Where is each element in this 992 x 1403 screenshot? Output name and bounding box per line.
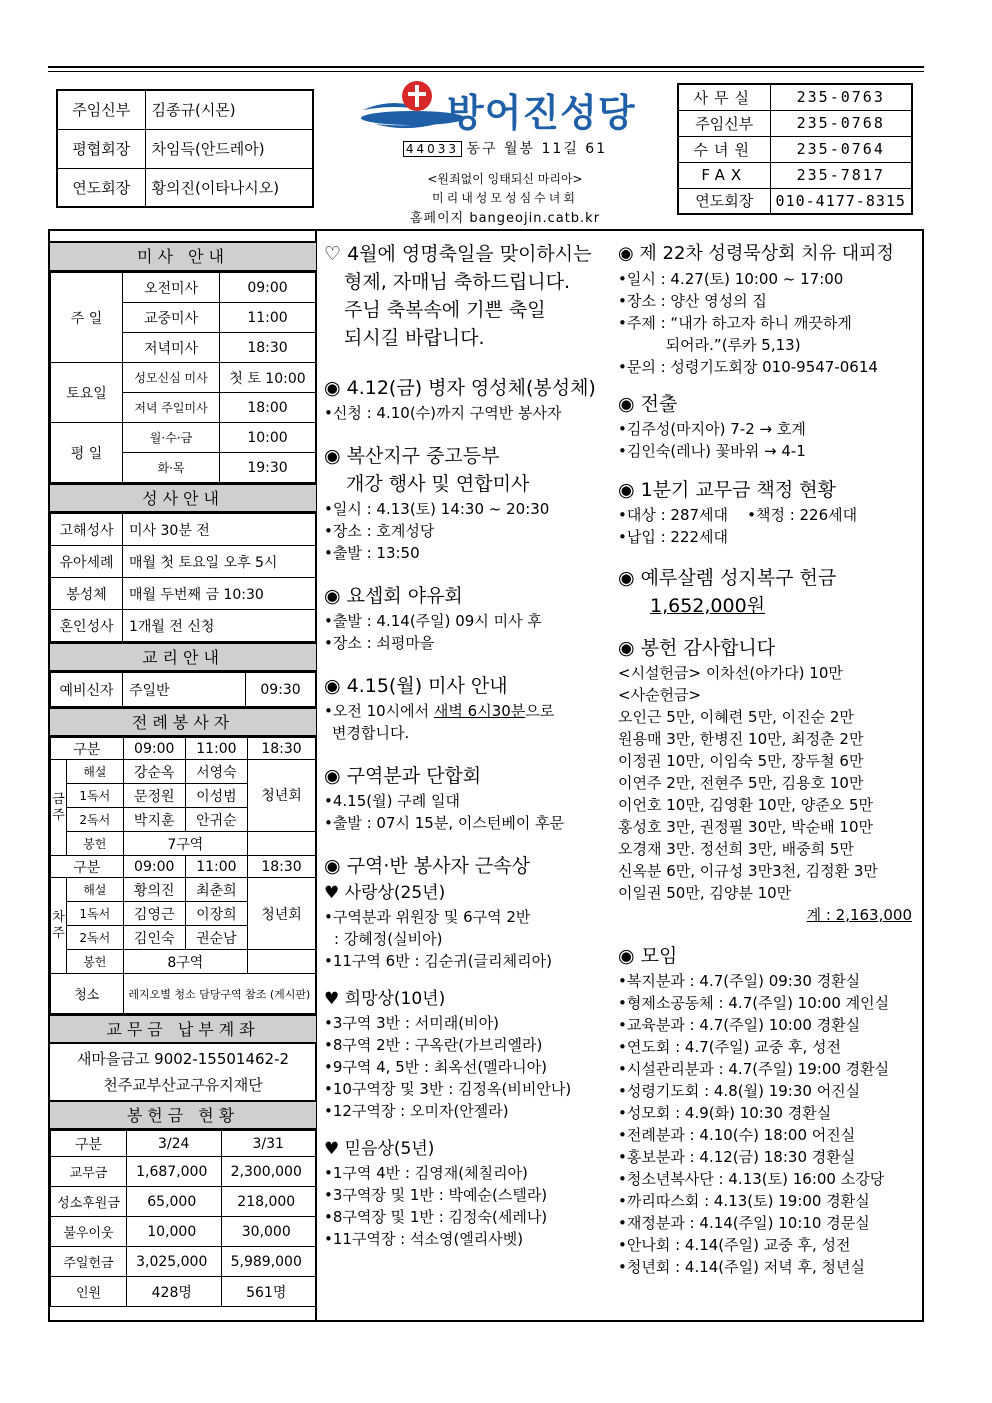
mass-change-text: 으로 bbox=[525, 702, 555, 720]
staff-value: 황의진(이타나시오) bbox=[145, 168, 313, 207]
server: 문정원 bbox=[123, 784, 185, 808]
contact-number: 235-0764 bbox=[770, 136, 912, 162]
lent-offering-label: <사순헌금> bbox=[618, 686, 702, 704]
offering-amount: 2,300,000 bbox=[221, 1157, 316, 1187]
next-week-label: 차주 bbox=[51, 878, 67, 974]
sacrament-info: 매월 두번째 금 10:30 bbox=[123, 578, 316, 610]
offering-type: 인원 bbox=[51, 1277, 127, 1307]
offering-amount: 1,687,000 bbox=[127, 1157, 222, 1187]
offering-district: 8구역 bbox=[123, 950, 247, 974]
mass-name: 저녁 주일미사 bbox=[123, 393, 220, 423]
mass-name: 교중미사 bbox=[123, 303, 220, 333]
meeting-item: •성모회 : 4.9(화) 10:30 경환실 bbox=[618, 1104, 832, 1122]
role: 해설 bbox=[67, 878, 124, 902]
church-name: 방어진성당 bbox=[447, 91, 636, 135]
liturgy-head: 09:00 bbox=[123, 856, 185, 878]
this-week-label: 금주 bbox=[51, 760, 67, 856]
server: 서영숙 bbox=[185, 760, 247, 784]
donor-line: 이언호 10만, 김영환 10만, 양준오 5만 bbox=[618, 796, 873, 814]
liturgy-head: 11:00 bbox=[185, 856, 247, 878]
greeting-line: 되시길 바랍니다. bbox=[344, 327, 485, 349]
liturgy-head: 11:00 bbox=[185, 738, 247, 760]
meeting-item: •홍보분과 : 4.12(금) 18:30 경환실 bbox=[618, 1148, 856, 1166]
district-outing-title: ◉ 구역분과 단합회 bbox=[324, 765, 482, 787]
server: 김인숙 bbox=[123, 926, 185, 950]
meeting-item: •교육분과 : 4.7(주일) 10:00 경환실 bbox=[618, 1016, 861, 1034]
top-rule bbox=[48, 66, 924, 68]
offering-amount: 3,025,000 bbox=[127, 1247, 222, 1277]
doctrine-name: 예비신자 bbox=[51, 673, 123, 707]
meeting-item: •안나회 : 4.14(주일) 교중 후, 성전 bbox=[618, 1236, 851, 1254]
saturday-label: 토요일 bbox=[51, 363, 123, 423]
staff-key: 주임신부 bbox=[57, 90, 145, 129]
service-award-title: ◉ 구역·반 봉사자 근속상 bbox=[324, 855, 530, 877]
donor-line: 이정권 10만, 이임숙 5만, 장두철 6만 bbox=[618, 752, 864, 770]
liturgy-title: 전례봉사자 bbox=[50, 707, 316, 737]
staff-value: 차임득(안드레아) bbox=[145, 129, 313, 168]
mass-name: 월·수·금 bbox=[123, 423, 220, 453]
staff-value: 김종규(시몬) bbox=[145, 90, 313, 129]
sacrament-table bbox=[50, 513, 316, 642]
account-info bbox=[50, 1044, 316, 1100]
sacrament-name: 고해성사 bbox=[51, 514, 123, 546]
offering-type: 불우이웃 bbox=[51, 1217, 127, 1247]
liturgy-head: 18:30 bbox=[248, 738, 316, 760]
offering-head: 3/24 bbox=[127, 1131, 222, 1157]
donor-line: 원용매 3만, 한병진 10만, 최정춘 2만 bbox=[618, 730, 864, 748]
role: 해설 bbox=[67, 760, 124, 784]
mass-time: 09:00 bbox=[220, 273, 316, 303]
transfer-item: •김주성(마지아) 7-2 → 호계 bbox=[618, 420, 806, 438]
cleaning-label: 청소 bbox=[51, 974, 124, 1014]
award-item: •1구역 4반 : 김영재(체칠리아) bbox=[324, 1164, 528, 1182]
mass-time: 첫 토 10:00 bbox=[220, 363, 316, 393]
youth-mass-subtitle: 개강 행사 및 연합미사 bbox=[346, 473, 530, 495]
mass-name: 화·목 bbox=[123, 453, 220, 483]
contact-number: 235-0768 bbox=[770, 110, 912, 136]
role: 1독서 bbox=[67, 902, 124, 926]
award-item: : 강혜정(실비아) bbox=[334, 930, 443, 948]
mass-time: 18:00 bbox=[220, 393, 316, 423]
retreat-item: 되어라.”(루카 5,13) bbox=[618, 336, 801, 354]
offering-amount: 218,000 bbox=[221, 1187, 316, 1217]
homepage: 홈페이지 bangeojin.catb.kr bbox=[409, 211, 601, 226]
meeting-item: •연도회 : 4.7(주일) 교중 후, 성전 bbox=[618, 1038, 841, 1056]
offering-title: 봉헌금 현황 bbox=[50, 1100, 316, 1130]
contact-number: 235-7817 bbox=[770, 162, 912, 188]
jerusalem-title: ◉ 예루살렘 성지복구 헌금 bbox=[618, 567, 837, 589]
doctrine-title: 교리안내 bbox=[50, 642, 316, 672]
role: 1독서 bbox=[67, 784, 124, 808]
greeting-line: 형제, 자매님 축하드립니다. bbox=[344, 271, 571, 293]
role: 봉헌 bbox=[67, 832, 124, 856]
mass-time: 10:00 bbox=[220, 423, 316, 453]
retreat-item: •주제 : “내가 하고자 하니 깨끗하게 bbox=[618, 314, 852, 332]
greeting bbox=[324, 240, 609, 352]
donor-line: 오인근 5만, 이혜련 5만, 이진순 2만 bbox=[618, 708, 854, 726]
account-number: 새마을금고 9002-15501462-2 bbox=[76, 1050, 290, 1068]
retreat-item: •일시 : 4.27(토) 10:00 ~ 17:00 bbox=[618, 270, 844, 288]
dues-item: •대상 : 287세대 •책정 : 226세대 bbox=[618, 506, 858, 524]
joseph-picnic-item: •출발 : 4.14(주일) 09시 미사 후 bbox=[324, 612, 542, 630]
sick-communion-title: ◉ 4.12(금) 병자 영성체(봉성체) bbox=[324, 377, 596, 399]
church-logo bbox=[355, 76, 655, 136]
middle-column bbox=[324, 240, 609, 1250]
sacrament-name: 혼인성사 bbox=[51, 610, 123, 642]
donor-line: 이일권 50만, 김양분 10만 bbox=[618, 884, 792, 902]
role: 2독서 bbox=[67, 808, 124, 832]
offering-type: 주일헌금 bbox=[51, 1247, 127, 1277]
server: 박지훈 bbox=[123, 808, 185, 832]
love-award-title: ♥ 사랑상(25년) bbox=[324, 883, 446, 903]
doctrine-class: 주일반 bbox=[123, 673, 246, 707]
mass-section bbox=[50, 241, 316, 1307]
contact-key: 주임신부 bbox=[678, 110, 770, 136]
award-item: •11구역 6반 : 김순귀(글리체리아) bbox=[324, 952, 552, 970]
mass-name: 저녁미사 bbox=[123, 333, 220, 363]
motto: <원죄없이 잉태되신 마리아> bbox=[427, 172, 583, 186]
address-line bbox=[360, 138, 650, 158]
meeting-item: •전례분과 : 4.10(수) 18:00 어진실 bbox=[618, 1126, 856, 1144]
dues-title: ◉ 1분기 교무금 책정 현황 bbox=[618, 479, 837, 501]
meeting-item: •성령기도회 : 4.8(월) 19:30 어진실 bbox=[618, 1082, 861, 1100]
greeting-line: 주님 축복속에 기쁜 축일 bbox=[344, 299, 546, 321]
mass-change-item bbox=[324, 700, 609, 722]
offering-amount: 5,989,000 bbox=[221, 1247, 316, 1277]
account-holder: 천주교부산교구유지재단 bbox=[103, 1076, 263, 1094]
role: 봉헌 bbox=[67, 950, 124, 974]
donor-line: 홍성호 3만, 권정필 30만, 박순배 10만 bbox=[618, 818, 873, 836]
server: 이장희 bbox=[185, 902, 247, 926]
mass-change-title: ◉ 4.15(월) 미사 안내 bbox=[324, 675, 508, 697]
mass-table bbox=[50, 272, 316, 483]
dues-item: •납입 : 222세대 bbox=[618, 528, 729, 546]
liturgy-head: 구분 bbox=[51, 738, 124, 760]
contact-key: 수녀원 bbox=[678, 136, 770, 162]
offering-total bbox=[618, 904, 918, 926]
liturgy-head: 구분 bbox=[51, 856, 124, 878]
faith-award-title: ♥ 믿음상(5년) bbox=[324, 1139, 435, 1159]
award-item: •8구역장 및 1반 : 김정숙(세레나) bbox=[324, 1208, 548, 1226]
offering-amount: 428명 bbox=[127, 1277, 222, 1307]
award-item: •구역분과 위원장 및 6구역 2반 bbox=[324, 908, 531, 926]
contact-key: FAX bbox=[678, 162, 770, 188]
youth-mass-item: •출발 : 13:50 bbox=[324, 544, 420, 562]
mass-time: 18:30 bbox=[220, 333, 316, 363]
server: 황의진 bbox=[123, 878, 185, 902]
cleaning-info: 레지오별 청소 담당구역 참조 (게시판) bbox=[123, 974, 315, 1014]
contact-table bbox=[677, 83, 913, 215]
role: 2독서 bbox=[67, 926, 124, 950]
meetings-title: ◉ 모임 bbox=[618, 945, 678, 967]
district-outing-item: •4.15(월) 구례 일대 bbox=[324, 792, 460, 810]
meeting-item: •청년회 : 4.14(주일) 저녁 후, 청년실 bbox=[618, 1258, 866, 1276]
meeting-item: •청소년복사단 : 4.13(토) 16:00 소강당 bbox=[618, 1170, 885, 1188]
meeting-item: •형제소공동체 : 4.7(주일) 10:00 계인실 bbox=[618, 994, 890, 1012]
sacrament-info: 매월 첫 토요일 오후 5시 bbox=[123, 546, 316, 578]
meeting-item: •복지분과 : 4.7(주일) 09:30 경환실 bbox=[618, 972, 861, 990]
sacrament-info: 미사 30분 전 bbox=[123, 514, 316, 546]
meeting-item: •까리따스회 : 4.13(토) 19:00 경환실 bbox=[618, 1192, 870, 1210]
retreat-item: •문의 : 성령기도회장 010-9547-0614 bbox=[618, 358, 878, 376]
facility-offering: <시설헌금> 이차선(아가다) 10만 bbox=[618, 664, 843, 682]
retreat-title: ◉ 제 22차 성령묵상회 치유 대피정 bbox=[618, 243, 894, 264]
contact-key: 연도회장 bbox=[678, 188, 770, 214]
doctrine-table bbox=[50, 672, 316, 707]
offering-amount: 30,000 bbox=[221, 1217, 316, 1247]
liturgy-head: 18:30 bbox=[248, 856, 316, 878]
mass-time: 19:30 bbox=[220, 453, 316, 483]
offering-type: 성소후원금 bbox=[51, 1187, 127, 1217]
postal-code: 44033 bbox=[403, 141, 462, 157]
sick-communion-item: •신청 : 4.10(수)까지 구역반 봉사자 bbox=[324, 404, 562, 422]
award-item: •9구역 4, 5반 : 최옥선(멜라니아) bbox=[324, 1058, 547, 1076]
server: 이성범 bbox=[185, 784, 247, 808]
server: 권순남 bbox=[185, 926, 247, 950]
mass-title: 미사 안내 bbox=[50, 241, 316, 272]
offering-total-value: 계 : 2,163,000 bbox=[806, 906, 912, 924]
offering-amount: 65,000 bbox=[127, 1187, 222, 1217]
sacrament-title: 성사안내 bbox=[50, 483, 316, 513]
district-outing-item: •출발 : 07시 15분, 이스턴베이 후문 bbox=[324, 814, 565, 832]
account-title: 교무금 납부계좌 bbox=[50, 1014, 316, 1044]
meeting-item: •재정분과 : 4.14(주일) 10:10 경문실 bbox=[618, 1214, 870, 1232]
staff-table bbox=[56, 89, 314, 208]
staff-key: 연도회장 bbox=[57, 168, 145, 207]
server: 안귀순 bbox=[185, 808, 247, 832]
joseph-picnic-item: •장소 : 쇠평마을 bbox=[324, 634, 435, 652]
sacrament-info: 1개월 전 신청 bbox=[123, 610, 316, 642]
greeting-line: ♡ 4월에 영명축일을 맞이하시는 bbox=[324, 243, 592, 265]
award-item: •3구역장 및 1반 : 박예순(스텔라) bbox=[324, 1186, 548, 1204]
staff-key: 평협회장 bbox=[57, 129, 145, 168]
offering-district: 7구역 bbox=[123, 832, 247, 856]
liturgy-head: 09:00 bbox=[123, 738, 185, 760]
offering-head: 3/31 bbox=[221, 1131, 316, 1157]
top-rule-thin bbox=[48, 71, 924, 72]
mass-change-item: 변경합니다. bbox=[332, 724, 410, 742]
mass-change-new-time: 새벽 6시30분 bbox=[433, 702, 526, 720]
mass-change-text: •오전 10시에서 bbox=[324, 702, 434, 720]
doctrine-time: 09:30 bbox=[246, 673, 316, 707]
server: 강순옥 bbox=[123, 760, 185, 784]
sacrament-name: 봉성체 bbox=[51, 578, 123, 610]
award-item: •11구역장 : 석소영(엘리사벳) bbox=[324, 1230, 524, 1248]
contact-key: 사무실 bbox=[678, 84, 770, 110]
right-column bbox=[618, 240, 918, 1278]
youth-label: 청년회 bbox=[248, 878, 316, 950]
contact-number: 010-4177-8315 bbox=[770, 188, 912, 214]
youth-mass-item: •장소 : 호계성당 bbox=[324, 522, 435, 540]
sacrament-name: 유아세례 bbox=[51, 546, 123, 578]
offering-table bbox=[50, 1130, 316, 1307]
address: 동구 월봉 11길 61 bbox=[466, 141, 608, 157]
donor-line: 이연주 2만, 전현주 5만, 김용호 10만 bbox=[618, 774, 864, 792]
offering-amount: 10,000 bbox=[127, 1217, 222, 1247]
donor-line: 오경재 3만. 정선희 3만, 배중희 5만 bbox=[618, 840, 854, 858]
mass-name: 오전미사 bbox=[123, 273, 220, 303]
server: 김영근 bbox=[123, 902, 185, 926]
hope-award-title: ♥ 희망상(10년) bbox=[324, 989, 446, 1009]
transfer-item: •김인숙(레나) 꽃바위 → 4-1 bbox=[618, 442, 806, 460]
offering-amount: 561명 bbox=[221, 1277, 316, 1307]
sunday-label: 주 일 bbox=[51, 273, 123, 363]
thanks-title: ◉ 봉헌 감사합니다 bbox=[618, 637, 776, 659]
award-item: •12구역장 : 오미자(안젤라) bbox=[324, 1102, 509, 1120]
contact-number: 235-0763 bbox=[770, 84, 912, 110]
retreat-item: •장소 : 양산 영성의 집 bbox=[618, 292, 767, 310]
award-item: •3구역 3반 : 서미래(비아) bbox=[324, 1014, 499, 1032]
youth-label: 청년회 bbox=[248, 760, 316, 832]
jerusalem-amount: 1,652,000원 bbox=[650, 595, 766, 617]
transfer-title: ◉ 전출 bbox=[618, 393, 678, 415]
youth-mass-title: ◉ 복산지구 중고등부 bbox=[324, 445, 500, 467]
youth-mass-item: •일시 : 4.13(토) 14:30 ~ 20:30 bbox=[324, 500, 550, 518]
meeting-item: •시설관리분과 : 4.7(주일) 19:00 경환실 bbox=[618, 1060, 890, 1078]
weekday-label: 평 일 bbox=[51, 423, 123, 483]
religious-order: 미리내성모성심수녀회 bbox=[432, 191, 578, 205]
award-item: •10구역장 및 3반 : 김정옥(비비안나) bbox=[324, 1080, 572, 1098]
offering-type: 교무금 bbox=[51, 1157, 127, 1187]
offering-head: 구분 bbox=[51, 1131, 127, 1157]
award-item: •8구역 2반 : 구옥란(가브리엘라) bbox=[324, 1036, 543, 1054]
donor-line: 신옥분 6만, 이규성 3만3천, 김정환 3만 bbox=[618, 862, 878, 880]
joseph-picnic-title: ◉ 요셉회 야유회 bbox=[324, 585, 463, 607]
liturgy-table bbox=[50, 737, 316, 1014]
server: 최춘희 bbox=[185, 878, 247, 902]
mass-name: 성모신심 미사 bbox=[123, 363, 220, 393]
mass-time: 11:00 bbox=[220, 303, 316, 333]
